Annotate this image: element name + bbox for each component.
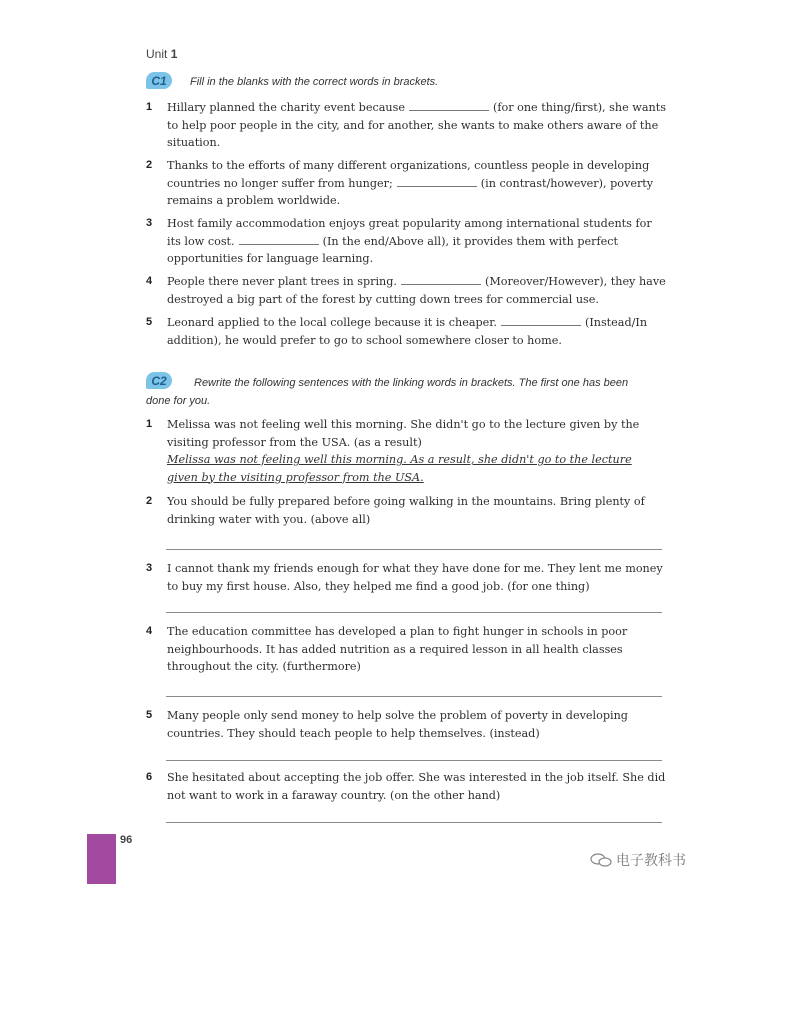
c2-item <box>146 560 666 595</box>
c2-item <box>146 493 666 528</box>
c1-item <box>146 273 666 308</box>
fill-blank[interactable] <box>397 175 477 187</box>
text-before-blank: Leonard applied to the local college because it is cheaper. <box>167 316 497 329</box>
item-number: 4 <box>146 625 153 637</box>
c1-badge: C1 <box>146 72 172 89</box>
item-text <box>167 273 666 308</box>
text-before-blank: Hillary planned the charity event because <box>167 101 405 114</box>
item-number: 3 <box>146 562 153 574</box>
text-before-blank: Host family accommodation enjoys great popularity among international students for its low cost. <box>167 217 652 248</box>
text-after-blank: (for one thing/first), she wants to help poor people in the city, and for another, she wants to make others aware of the situation. <box>167 101 666 149</box>
example-answer: Melissa was not feeling well this morning. As a result, she didn't go to the lecture given by the visiting professor from the USA. <box>167 453 632 484</box>
answer-line[interactable] <box>166 549 662 550</box>
c1-item <box>146 215 666 268</box>
text-after-blank: (in contrast/however), poverty remains a problem worldwide. <box>167 176 654 207</box>
answer-line[interactable] <box>166 760 662 761</box>
item-text <box>167 416 666 486</box>
item-prompt: You should be fully prepared before going walking in the mountains. Bring plenty of drinking water with you. (above all) <box>167 495 645 526</box>
text-before-blank: Thanks to the efforts of many different organizations, countless people in developing countries no longer suffer from hunger; <box>167 159 650 190</box>
item-text <box>167 157 666 210</box>
c2-item <box>146 769 666 804</box>
watermark <box>590 850 686 870</box>
item-number: 1 <box>146 101 153 113</box>
item-number: 5 <box>146 709 153 721</box>
item-prompt: Many people only send money to help solve the problem of poverty in developing countries. They should teach people to help themselves. (instead) <box>167 709 628 740</box>
watermark-text: 电子教科书 <box>616 853 686 869</box>
unit-number: 1 <box>170 47 178 61</box>
fill-blank[interactable] <box>239 233 319 245</box>
item-text <box>167 314 666 349</box>
c2-item <box>146 623 666 676</box>
c1-item <box>146 157 666 210</box>
item-number: 2 <box>146 159 153 171</box>
c2-item <box>146 707 666 742</box>
fill-blank[interactable] <box>501 314 581 326</box>
item-text <box>167 215 666 268</box>
item-text <box>167 99 666 152</box>
item-prompt: I cannot thank my friends enough for what they have done for me. They lent me money to buy my first house. Also, they helped me find a good job. (for one thing) <box>167 562 663 593</box>
c2-item <box>146 416 666 486</box>
item-number: 5 <box>146 316 153 328</box>
item-prompt: The education committee has developed a plan to fight hunger in schools in poor neighbourhoods. It has added nutrition as a required lesson in all health classes throughout the city. (furthermore) <box>167 625 628 673</box>
text-after-blank: (Instead/In addition), he would prefer to go to school somewhere closer to home. <box>167 316 648 347</box>
answer-line[interactable] <box>166 696 662 697</box>
fill-blank[interactable] <box>409 99 489 111</box>
unit-heading <box>146 47 177 61</box>
text-after-blank: (In the end/Above all), it provides them with perfect opportunities for language learning. <box>167 234 618 265</box>
item-number: 4 <box>146 275 153 287</box>
chat-bubbles-icon <box>590 853 612 867</box>
item-number: 1 <box>146 418 153 430</box>
fill-blank[interactable] <box>401 273 481 285</box>
page-number: 96 <box>120 834 133 846</box>
item-number: 2 <box>146 495 153 507</box>
c1-instruction: Fill in the blanks with the correct words in brackets. <box>190 76 439 88</box>
c1-item <box>146 99 666 152</box>
item-number: 3 <box>146 217 153 229</box>
item-prompt: Melissa was not feeling well this morning. She didn't go to the lecture given by the visiting professor from the USA. (as a result) <box>167 418 640 449</box>
item-prompt: She hesitated about accepting the job offer. She was interested in the job itself. She did not want to work in a faraway country. (on the other hand) <box>167 771 666 802</box>
c1-item <box>146 314 666 349</box>
item-number: 6 <box>146 771 153 783</box>
text-before-blank: People there never plant trees in spring. <box>167 275 397 288</box>
page-color-tab <box>87 834 116 884</box>
text-after-blank: (Moreover/However), they have destroyed a big part of the forest by cutting down trees for commercial use. <box>167 275 666 306</box>
c2-badge: C2 <box>146 372 172 389</box>
unit-label: Unit <box>146 47 168 61</box>
answer-line[interactable] <box>166 822 662 823</box>
c2-instruction: Rewrite the following sentences with the linking words in brackets. The first one has been done for you. <box>146 377 629 407</box>
answer-line[interactable] <box>166 612 662 613</box>
